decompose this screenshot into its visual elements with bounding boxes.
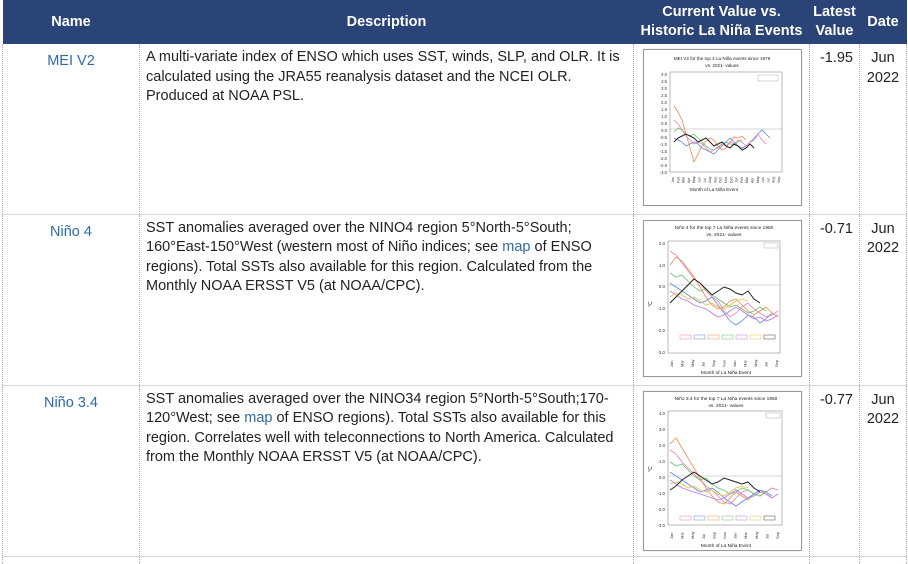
legend-boxes [680,516,775,520]
name-cell [3,556,140,564]
table-header-row [3,0,907,44]
plot-area [670,72,782,172]
x-tick: Sep [775,531,780,539]
x-tick: Sep [713,176,718,183]
chart-cell [634,44,810,214]
description-text: A multi-variate index of ENSO which uses SST, winds, SLP, and OLR. It is calculated using the JRA55 reanalysis dataset and the NCEI OLR. Produced at NOAA PSL. [146,49,620,104]
y-tick: 1.0 [661,114,667,119]
y-tick: -2.0 [657,327,665,333]
x-tick: Aug [771,176,776,183]
chart-xlabel: Month of La Niña Event [700,543,752,549]
chart-ylabel: °C [648,300,654,307]
x-tick: Mar [743,531,749,539]
x-tick: Aug [708,176,713,183]
y-tick: -2.0 [659,156,667,161]
description-text: of ENSO regions). Total SSTs also available for this region. Calculated from the Monthly NOAA ERSST V5 (at NOAA/CPC). [146,239,593,294]
x-tick: Jul [766,178,771,183]
x-tick: Jan [732,360,737,367]
x-tick-labels [671,176,781,183]
x-tick: Mar [742,359,748,367]
x-tick: Oct [718,177,723,183]
header-name[interactable]: Name [3,0,140,44]
table-row [3,385,907,556]
description-cell [140,214,634,385]
x-tick: Sep [711,531,717,539]
x-tick: Nov [724,176,728,183]
y-tick: 2.5 [661,93,667,98]
x-tick: Jan [732,532,738,539]
x-tick: Jun [697,177,702,183]
date-cell [860,385,907,556]
description-text: SST anomalies averaged over the NINO4 region 5°North-5°South; 160°East-150°West (western most of Niño indices; see [146,219,572,255]
y-tick: -1.0 [657,305,665,311]
x-tick: Jun [761,177,766,183]
chart-ylabel: °C [648,465,654,472]
x-tick: May [692,176,697,183]
y-tick: 1.0 [658,458,665,464]
nino34-thumbnail[interactable] [643,391,802,551]
x-tick: Jul [764,533,770,539]
date-month: Jun [871,391,895,408]
x-tick: Jul [702,178,707,183]
mei-v2-thumbnail[interactable] [643,49,802,206]
date-cell [860,44,907,214]
y-tick-labels [660,72,668,175]
date-month: Jun [871,220,895,237]
index-link-mei-v2[interactable]: MEI V2 [47,53,95,69]
y-tick: -1.0 [657,490,665,496]
y-tick-labels [657,241,665,355]
y-tick: 3.0 [661,86,667,91]
map-link[interactable]: map [502,239,531,255]
x-tick: Mar [681,176,686,183]
x-tick: Mar [745,176,750,183]
y-tick: 3.0 [658,426,665,432]
table-row [3,214,907,385]
enso-indices-table [2,0,907,564]
x-tick: May [690,530,696,539]
x-tick: Apr [686,177,691,183]
y-tick: 2.0 [661,100,667,105]
date-month: Jun [871,50,895,66]
plot-area [668,411,782,525]
latest-value-cell [810,556,860,564]
x-tick: Mar [679,359,685,367]
x-tick: May [690,358,695,367]
name-cell [3,44,140,214]
description-text: SST anomalies averaged over the NINO34 region 5°North-5°South;170-120°West; see [146,390,609,426]
y-tick: 0.0 [658,474,665,480]
x-tick: Jan [734,177,739,183]
date-cell [860,556,907,564]
header-date[interactable]: Date [860,0,907,44]
chart-subtitle: vs. 2021- values [705,63,739,68]
y-tick: 0.0 [661,128,667,133]
latest-value-cell: -0.77 [810,385,860,556]
chart-cell [634,385,810,556]
latest-value-cell: -1.95 [810,44,860,214]
description-text: of ENSO regions). Total SSTs also available for this region. Correlates well with teleconnections to North America. Calculated from the Monthly NOAA ERSST V5 (at NOAA/CPC). [146,410,614,465]
y-tick: 1.0 [658,262,665,268]
chart-title: Niño 4 for the top 7 La Niña events since 1950 [674,225,774,231]
table-row [3,556,907,564]
x-tick: Jan [669,532,674,539]
x-tick: Jul [763,361,769,367]
x-tick: Sep [777,176,781,183]
x-tick: May [753,530,759,539]
y-tick: 2.0 [658,442,665,448]
date-year: 2022 [866,240,900,256]
y-tick: -1.0 [659,142,667,147]
header-chart[interactable]: Current Value vs. Historic La Niña Events [634,0,810,44]
index-link-nino34[interactable]: Niño 3.4 [43,394,98,411]
y-tick: -1.5 [659,149,667,154]
date-year: 2022 [866,69,900,86]
x-tick: Nov [721,359,727,367]
series-lines [670,438,778,506]
y-tick: 4.0 [658,410,665,416]
description-cell [140,385,634,556]
x-tick: Jul [700,533,706,539]
series-lines [670,251,778,325]
x-tick: Mar [679,531,685,539]
y-tick: -3.0 [657,349,665,355]
table-row [3,44,907,214]
date-cell [860,214,907,385]
y-tick: -2.5 [659,163,667,168]
name-cell [3,385,140,556]
chart-title: Niño 3.4 for the top 7 La Niña events since 1950 [674,396,778,402]
chart-title: MEI V2 for the top 4 La Niña events since 1979 [673,56,771,61]
y-tick: 4.0 [661,72,667,77]
legend-boxes [680,335,775,339]
nino4-thumbnail[interactable] [643,220,802,377]
header-description[interactable]: Description [140,0,634,44]
x-tick: Sep [774,359,779,367]
x-tick: Sep [711,359,716,367]
chart-subtitle: vs. 2021- values [708,403,744,409]
x-tick: Nov [722,531,727,539]
x-tick-labels [669,531,780,539]
x-tick: Feb [676,176,681,183]
description-cell [140,556,634,564]
y-tick: 1.5 [661,107,667,112]
y-tick: -0.5 [659,135,667,140]
x-tick: Dec [729,176,734,183]
y-tick: 0.0 [658,283,665,289]
x-tick: May [755,176,760,183]
chart-cell [634,214,810,385]
x-tick: Jan [671,177,675,183]
chart-cell [634,556,810,564]
y-tick: -2.0 [657,506,665,512]
chart-subtitle: vs. 2021- values [706,232,742,238]
description-cell [140,44,634,214]
y-tick: -3.0 [657,522,665,528]
header-latest-value[interactable]: Latest Value [810,0,860,44]
y-tick: 0.5 [661,121,667,126]
x-tick: Jan [669,360,674,367]
y-tick: 2.0 [658,240,665,246]
latest-value-cell: -0.71 [810,214,860,385]
x-tick: Feb [739,176,744,183]
x-tick-labels [669,359,779,367]
name-cell [3,214,140,385]
chart-xlabel: Month of La Niña Event [700,370,752,376]
series-lines [674,106,770,162]
map-link[interactable]: map [244,410,273,426]
date-year: 2022 [866,411,900,427]
chart-xlabel: Month of La Niña Event [689,187,739,192]
y-tick-labels [657,411,665,528]
index-link-nino4[interactable]: Niño 4 [50,223,92,240]
x-tick: May [753,358,758,367]
x-tick: Apr [750,177,755,183]
y-tick: 3.5 [661,79,667,84]
y-tick: -3.0 [659,170,667,175]
x-tick: Jul [700,361,706,367]
